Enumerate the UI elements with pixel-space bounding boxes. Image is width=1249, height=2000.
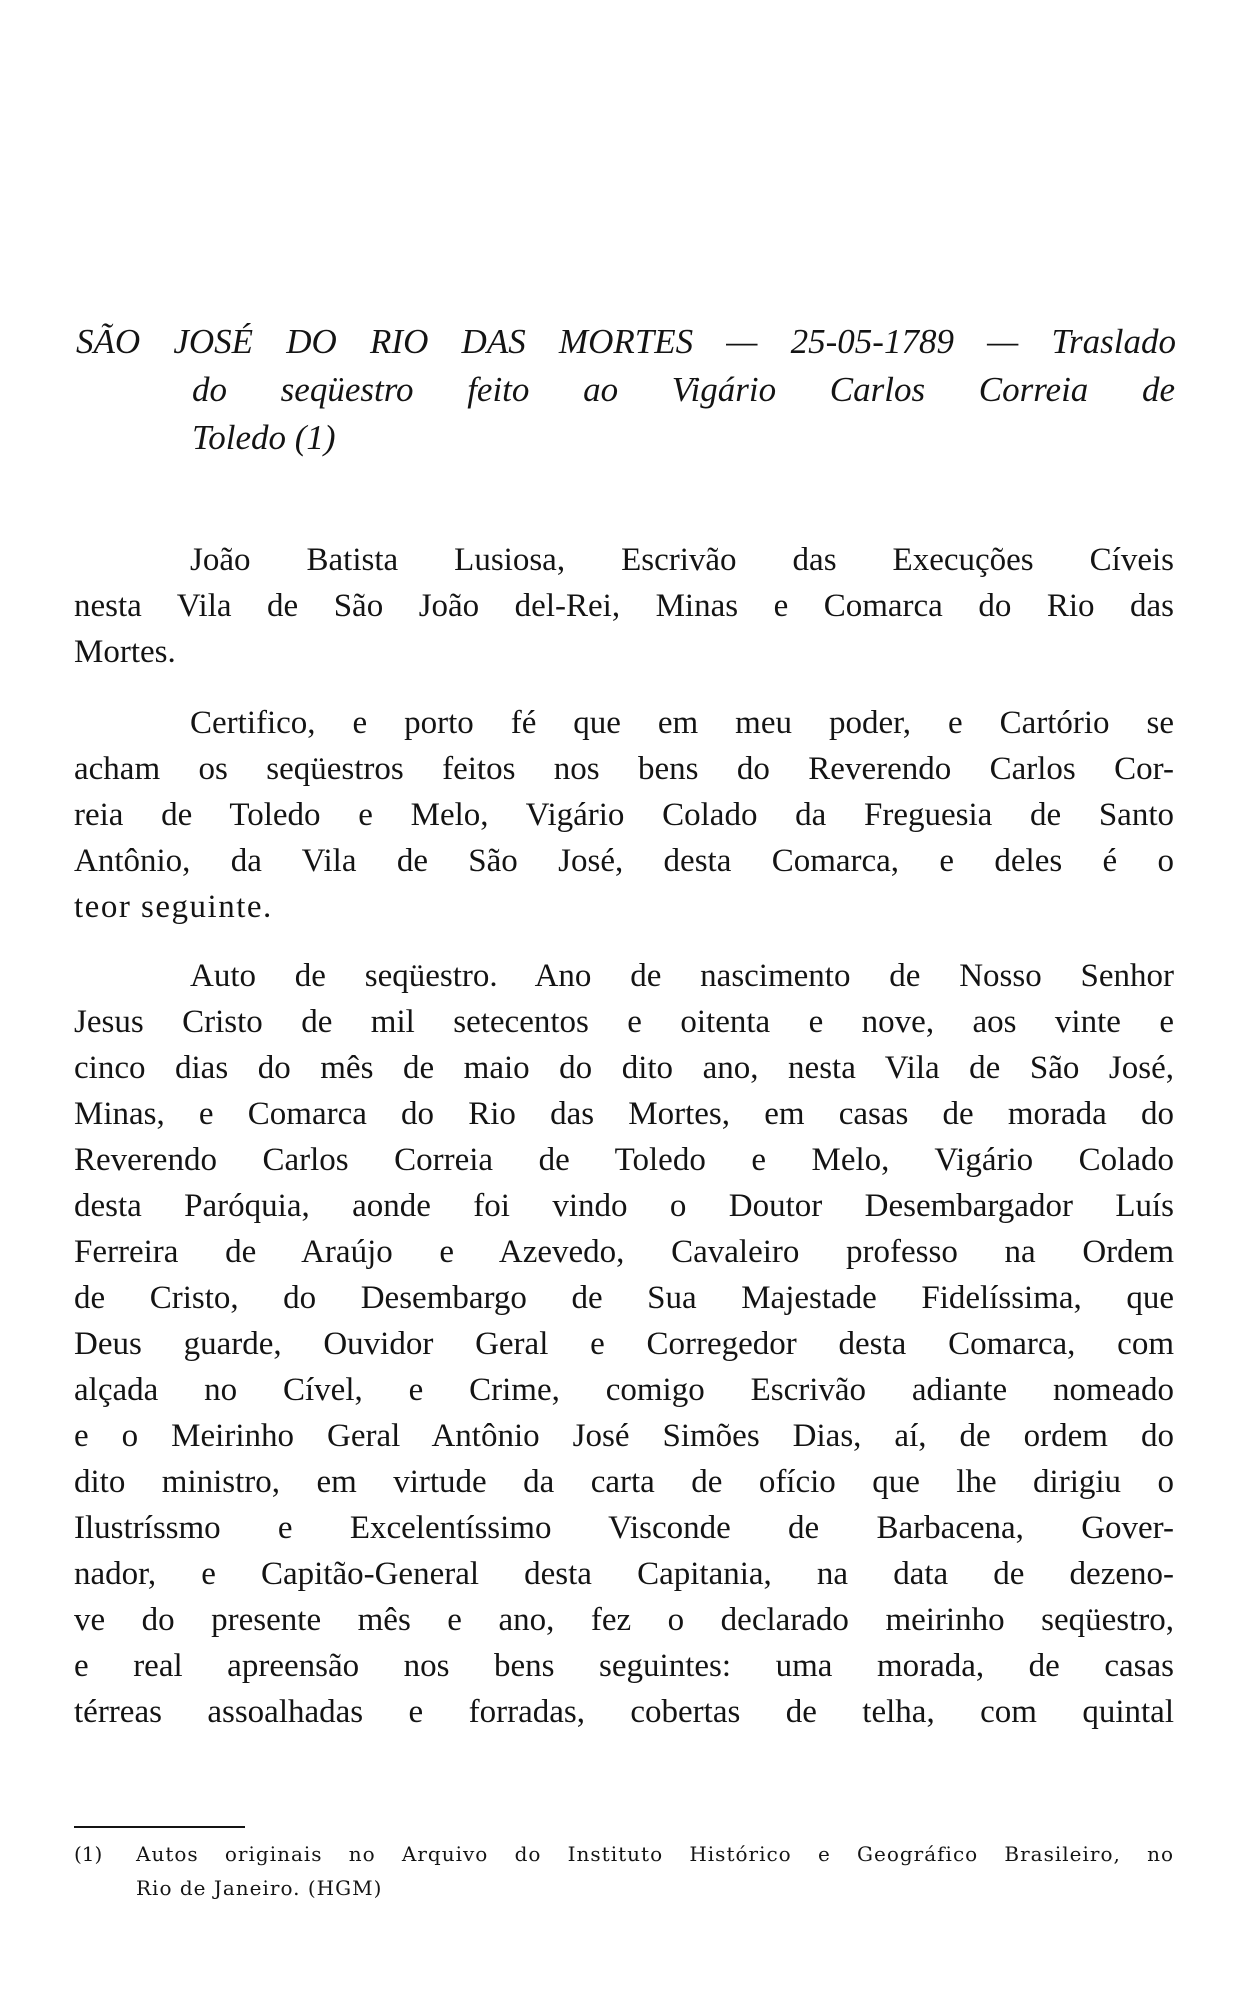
footnote-divider (74, 1826, 245, 1828)
footnote-text-line: Rio de Janeiro. (HGM) (136, 1876, 383, 1900)
text-line: de Cristo, do Desembargo de Sua Majestade Fidelíssima, que (74, 1280, 1174, 1316)
text-line: térreas assoalhadas e forradas, cobertas de telha, com quintal (74, 1694, 1174, 1730)
text-line: acham os seqüestros feitos nos bens do Reverendo Carlos Cor- (74, 751, 1174, 787)
text-line: Ilustríssmo e Excelentíssimo Visconde de Barbacena, Gover- (74, 1510, 1174, 1546)
text-line: Ferreira de Araújo e Azevedo, Cavaleiro professo na Ordem (74, 1234, 1174, 1270)
text-line: Jesus Cristo de mil setecentos e oitenta e nove, aos vinte e (74, 1004, 1174, 1040)
text-line: Auto de seqüestro. Ano de nascimento de Nosso Senhor (190, 958, 1174, 994)
text-line: reia de Toledo e Melo, Vigário Colado da Freguesia de Santo (74, 797, 1174, 833)
heading-line: do seqüestro feito ao Vigário Carlos Correia de (192, 370, 1175, 409)
paragraph-auto-de-sequestro (74, 953, 1174, 1735)
document-heading (76, 318, 1176, 462)
text-line: desta Paróquia, aonde foi vindo o Doutor Desembargador Luís (74, 1188, 1174, 1224)
text-line: e real apreensão nos bens seguintes: uma morada, de casas (74, 1648, 1174, 1684)
footnote-text-line: Autos originais no Arquivo do Instituto Histórico e Geográfico Brasileiro, no (136, 1842, 1174, 1866)
footnote-marker: (1) (74, 1842, 103, 1866)
text-line: e o Meirinho Geral Antônio José Simões Dias, aí, de ordem do (74, 1418, 1174, 1454)
text-line: alçada no Cível, e Crime, comigo Escrivão adiante nomeado (74, 1372, 1174, 1408)
text-line: cinco dias do mês de maio do dito ano, nesta Vila de São José, (74, 1050, 1174, 1086)
text-line: Minas, e Comarca do Rio das Mortes, em casas de morada do (74, 1096, 1174, 1132)
text-line: João Batista Lusiosa, Escrivão das Execuções Cíveis (190, 542, 1174, 578)
text-line: Mortes. (74, 634, 176, 670)
text-line: dito ministro, em virtude da carta de ofício que lhe dirigiu o (74, 1464, 1174, 1500)
paragraph-scribe-identification (74, 537, 1174, 675)
text-line: Deus guarde, Ouvidor Geral e Corregedor desta Comarca, com (74, 1326, 1174, 1362)
text-line: ve do presente mês e ano, fez o declarado meirinho seqüestro, (74, 1602, 1174, 1638)
text-line: Antônio, da Vila de São José, desta Comarca, e deles é o (74, 843, 1174, 879)
text-line: Certifico, e porto fé que em meu poder, e Cartório se (190, 705, 1174, 741)
footnote-row (74, 1871, 1174, 1905)
heading-line: SÃO JOSÉ DO RIO DAS MORTES — 25-05-1789 — Traslado (76, 322, 1176, 361)
text-line: nesta Vila de São João del-Rei, Minas e Comarca do Rio das (74, 588, 1174, 624)
footnote-row (74, 1837, 1174, 1871)
heading-line: Toledo (1) (192, 418, 336, 457)
text-line: Reverendo Carlos Correia de Toledo e Melo, Vigário Colado (74, 1142, 1174, 1178)
text-line: teor seguinte. (74, 889, 273, 925)
footnote (74, 1837, 1174, 1905)
paragraph-certification (74, 700, 1174, 930)
text-line: nador, e Capitão-General desta Capitania, na data de dezeno- (74, 1556, 1174, 1592)
